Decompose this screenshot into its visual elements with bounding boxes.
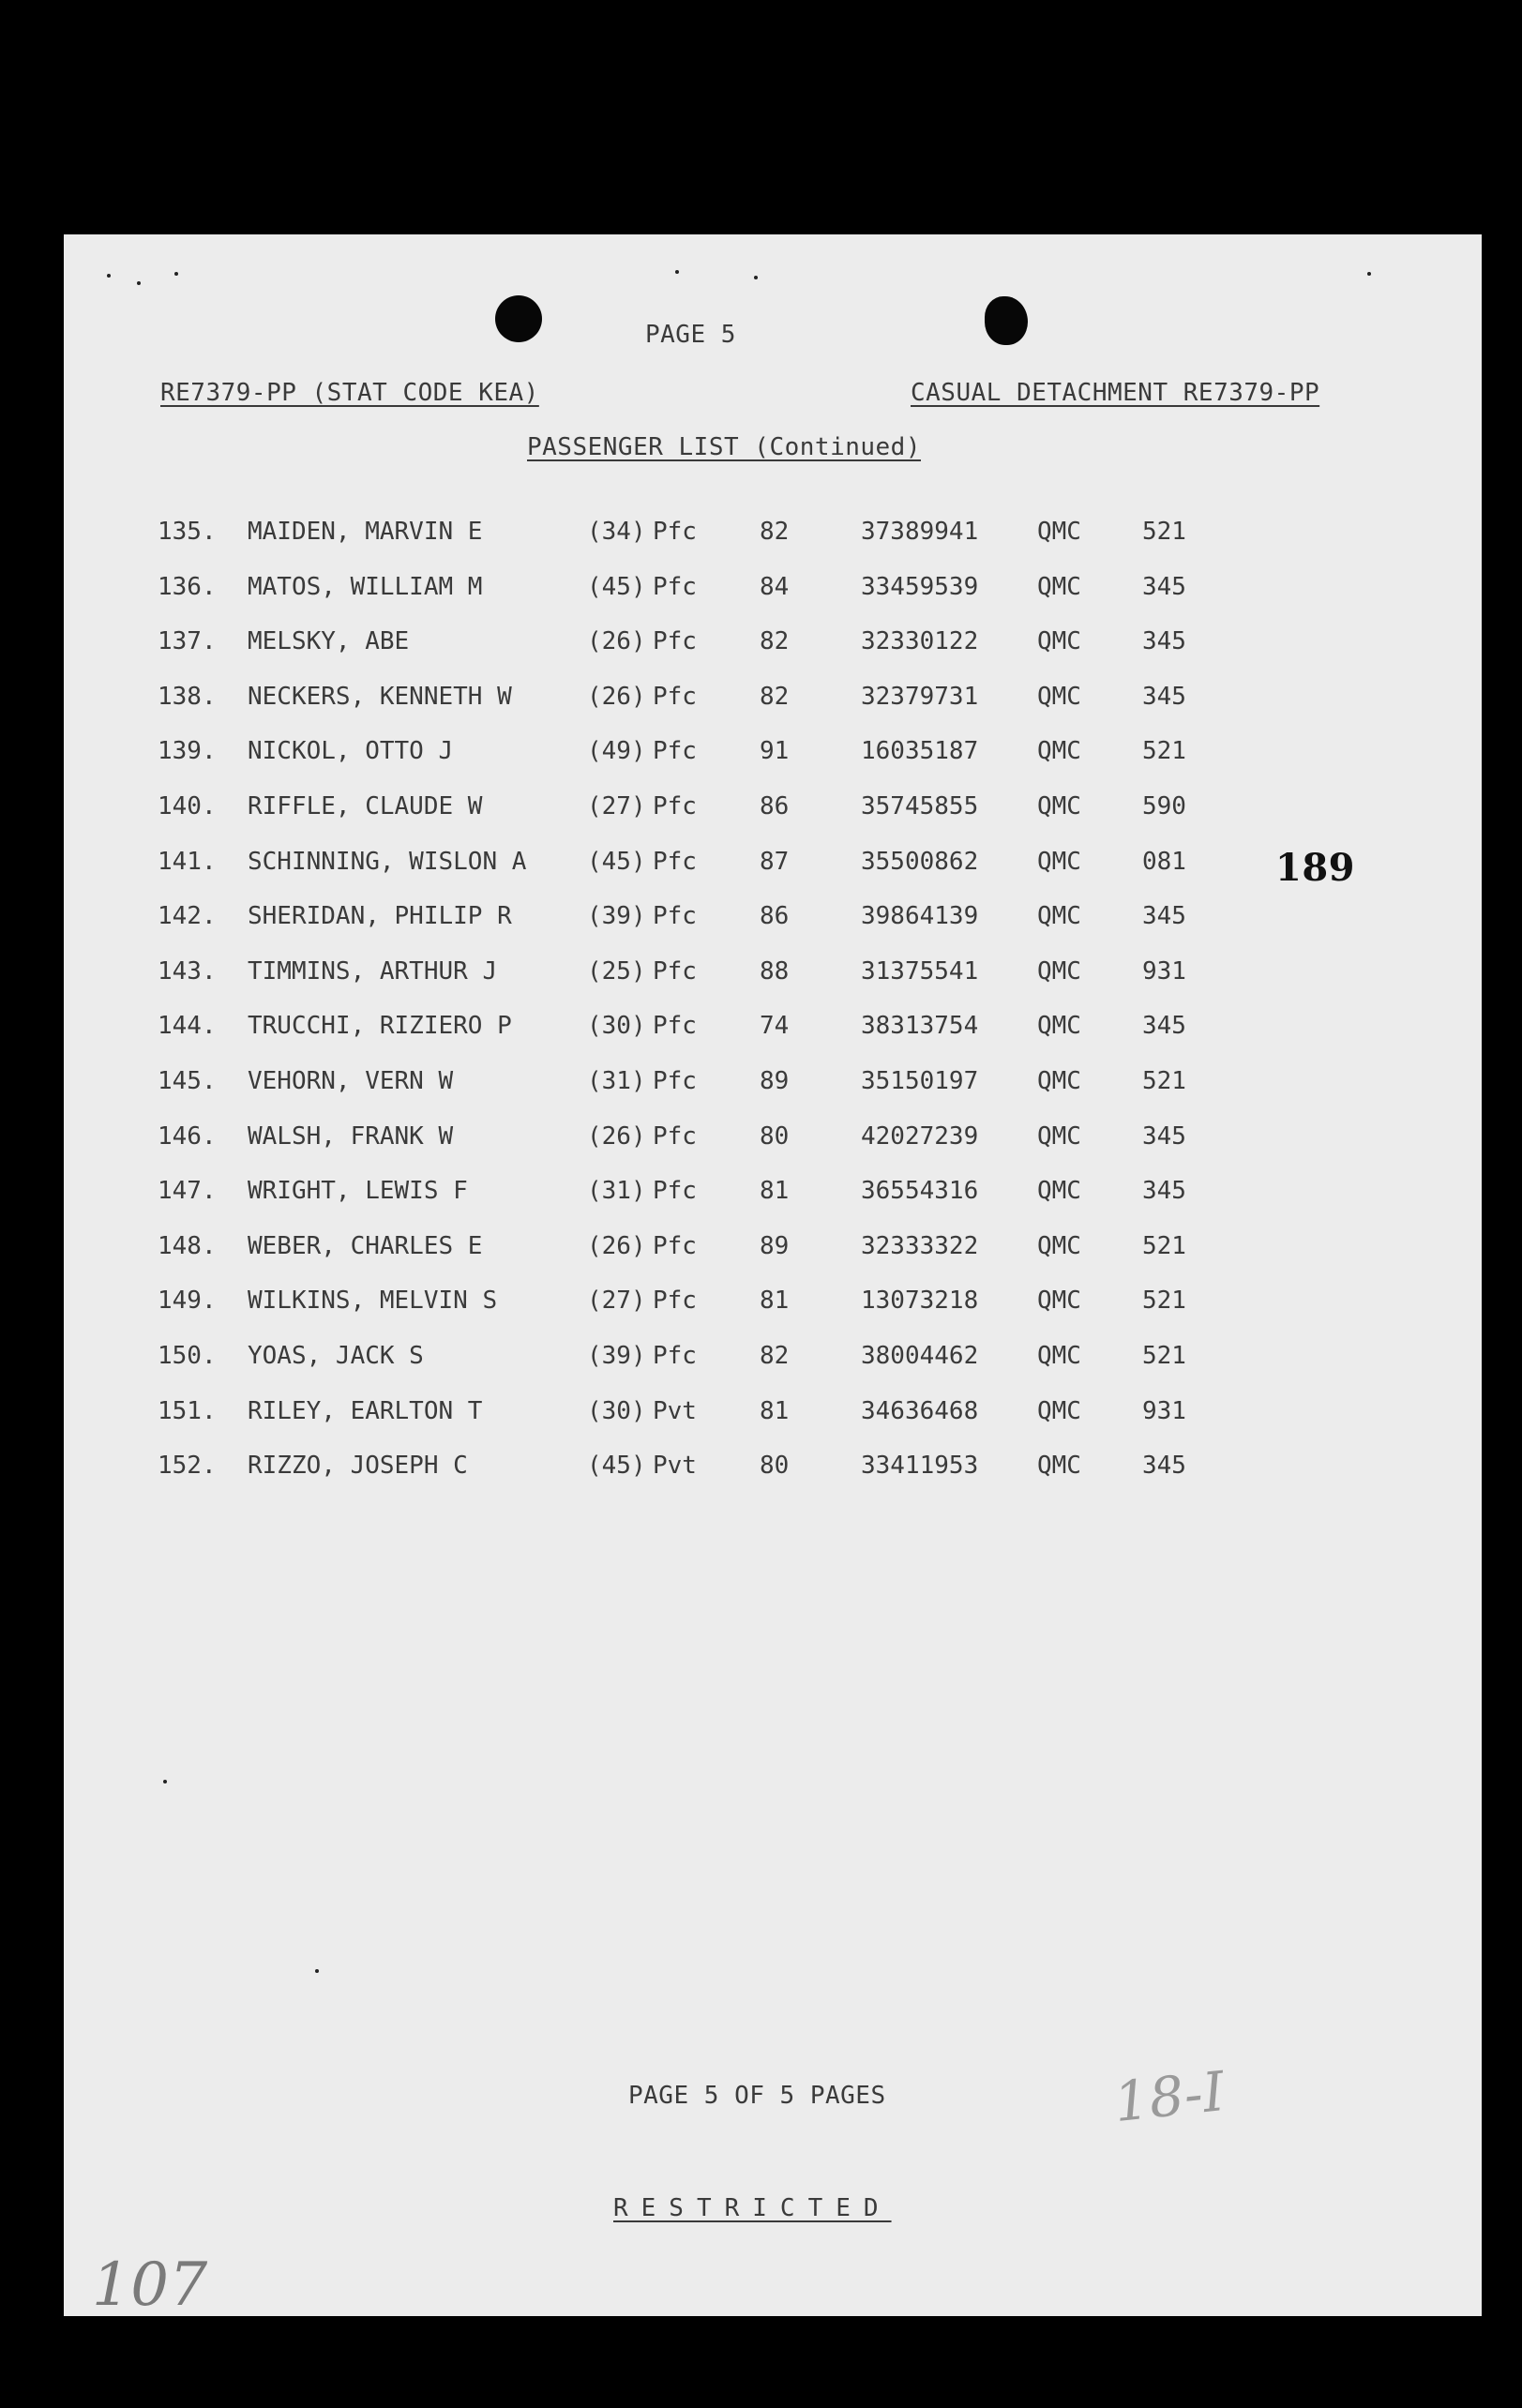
serial-number: 33411953: [861, 1452, 979, 1481]
grade: Pfc: [653, 1231, 697, 1260]
speck: [675, 270, 679, 274]
mos-code: 931: [1142, 1396, 1186, 1425]
table-row: [64, 737, 1482, 775]
age: (31): [587, 1067, 646, 1095]
branch-code: QMC: [1037, 737, 1081, 766]
table-row: [64, 848, 1482, 885]
table-row: [64, 1122, 1482, 1160]
column-value: 82: [760, 1342, 790, 1370]
passenger-name: NECKERS, KENNETH W: [248, 682, 512, 711]
grade: Pvt: [653, 1396, 697, 1425]
grade: Pfc: [653, 1342, 697, 1370]
handwritten-note: 18-I: [1110, 2059, 1228, 2134]
mos-code: 345: [1142, 1177, 1186, 1206]
list-title: PASSENGER LIST (Continued): [527, 433, 921, 461]
branch-code: QMC: [1037, 1342, 1081, 1370]
entry-number: 143.: [158, 956, 217, 986]
entry-number: 147.: [158, 1177, 217, 1206]
speck: [754, 276, 758, 279]
margin-number: 189: [1275, 846, 1355, 890]
branch-code: QMC: [1037, 518, 1081, 546]
speck: [163, 1780, 167, 1783]
entry-number: 142.: [158, 902, 217, 931]
column-value: 82: [760, 627, 790, 656]
footer-pages: PAGE 5 OF 5 PAGES: [628, 2082, 886, 2110]
age: (26): [587, 682, 646, 711]
grade: Pvt: [653, 1452, 697, 1481]
mos-code: 345: [1142, 1012, 1186, 1041]
table-row: [64, 627, 1482, 665]
column-value: 84: [760, 572, 790, 601]
column-value: 89: [760, 1067, 790, 1095]
column-value: 80: [760, 1452, 790, 1481]
serial-number: 37389941: [861, 518, 979, 546]
header-right: CASUAL DETACHMENT RE7379-PP: [911, 379, 1320, 407]
branch-code: QMC: [1037, 1287, 1081, 1316]
entry-number: 136.: [158, 572, 217, 601]
mos-code: 345: [1142, 682, 1186, 711]
passenger-name: MAIDEN, MARVIN E: [248, 518, 483, 546]
serial-number: 32333322: [861, 1231, 979, 1260]
passenger-name: RIFFLE, CLAUDE W: [248, 792, 483, 820]
table-row: [64, 1012, 1482, 1049]
age: (27): [587, 1287, 646, 1316]
column-value: 87: [760, 847, 790, 876]
table-row: [64, 1177, 1482, 1214]
column-value: 88: [760, 956, 790, 986]
branch-code: QMC: [1037, 572, 1081, 601]
passenger-name: MELSKY, ABE: [248, 627, 410, 656]
passenger-name: MATOS, WILLIAM M: [248, 572, 483, 601]
age: (30): [587, 1396, 646, 1425]
entry-number: 138.: [158, 682, 217, 711]
branch-code: QMC: [1037, 792, 1081, 820]
header-left: RE7379-PP (STAT CODE KEA): [160, 379, 539, 407]
table-row: [64, 1232, 1482, 1270]
passenger-name: RIZZO, JOSEPH C: [248, 1452, 468, 1481]
serial-number: 38313754: [861, 1012, 979, 1041]
table-row: [64, 573, 1482, 610]
grade: Pfc: [653, 627, 697, 656]
passenger-name: WEBER, CHARLES E: [248, 1231, 483, 1260]
age: (34): [587, 518, 646, 546]
serial-number: 42027239: [861, 1121, 979, 1151]
serial-number: 33459539: [861, 572, 979, 601]
entry-number: 146.: [158, 1121, 217, 1151]
serial-number: 13073218: [861, 1287, 979, 1316]
branch-code: QMC: [1037, 1452, 1081, 1481]
mos-code: 345: [1142, 902, 1186, 931]
column-value: 81: [760, 1396, 790, 1425]
serial-number: 35745855: [861, 792, 979, 820]
punch-hole-right: [985, 296, 1028, 345]
age: (31): [587, 1177, 646, 1206]
speck: [174, 272, 178, 276]
entry-number: 151.: [158, 1396, 217, 1425]
classification-marking: RESTRICTED: [613, 2194, 892, 2222]
passenger-name: YOAS, JACK S: [248, 1342, 424, 1370]
mos-code: 345: [1142, 1452, 1186, 1481]
grade: Pfc: [653, 1121, 697, 1151]
entry-number: 135.: [158, 518, 217, 546]
serial-number: 34636468: [861, 1396, 979, 1425]
branch-code: QMC: [1037, 1012, 1081, 1041]
column-value: 86: [760, 792, 790, 820]
column-value: 80: [760, 1121, 790, 1151]
mos-code: 590: [1142, 792, 1186, 820]
branch-code: QMC: [1037, 1067, 1081, 1095]
serial-number: 36554316: [861, 1177, 979, 1206]
entry-number: 150.: [158, 1342, 217, 1370]
entry-number: 139.: [158, 737, 217, 766]
serial-number: 32379731: [861, 682, 979, 711]
mos-code: 521: [1142, 1342, 1186, 1370]
entry-number: 144.: [158, 1012, 217, 1041]
age: (25): [587, 956, 646, 986]
branch-code: QMC: [1037, 1177, 1081, 1206]
branch-code: QMC: [1037, 956, 1081, 986]
table-row: [64, 957, 1482, 995]
speck: [315, 1969, 319, 1973]
page-label: PAGE 5: [645, 321, 736, 349]
passenger-name: NICKOL, OTTO J: [248, 737, 454, 766]
mos-code: 521: [1142, 518, 1186, 546]
passenger-name: WRIGHT, LEWIS F: [248, 1177, 468, 1206]
mos-code: 345: [1142, 1121, 1186, 1151]
branch-code: QMC: [1037, 682, 1081, 711]
age: (45): [587, 572, 646, 601]
age: (39): [587, 1342, 646, 1370]
passenger-name: TIMMINS, ARTHUR J: [248, 956, 498, 986]
grade: Pfc: [653, 1177, 697, 1206]
column-value: 81: [760, 1177, 790, 1206]
passenger-name: SHERIDAN, PHILIP R: [248, 902, 512, 931]
punch-hole-left: [495, 295, 542, 342]
mos-code: 521: [1142, 1231, 1186, 1260]
table-row: [64, 1067, 1482, 1105]
branch-code: QMC: [1037, 902, 1081, 931]
entry-number: 152.: [158, 1452, 217, 1481]
age: (26): [587, 1231, 646, 1260]
entry-number: 149.: [158, 1287, 217, 1316]
grade: Pfc: [653, 572, 697, 601]
table-row: [64, 518, 1482, 555]
grade: Pfc: [653, 1012, 697, 1041]
column-value: 82: [760, 518, 790, 546]
branch-code: QMC: [1037, 1396, 1081, 1425]
branch-code: QMC: [1037, 627, 1081, 656]
table-row: [64, 1342, 1482, 1379]
mos-code: 521: [1142, 1067, 1186, 1095]
grade: Pfc: [653, 1067, 697, 1095]
grade: Pfc: [653, 792, 697, 820]
column-value: 86: [760, 902, 790, 931]
age: (49): [587, 737, 646, 766]
mos-code: 081: [1142, 847, 1186, 876]
mos-code: 345: [1142, 627, 1186, 656]
column-value: 81: [760, 1287, 790, 1316]
table-row: [64, 683, 1482, 720]
entry-number: 137.: [158, 627, 217, 656]
table-row: [64, 1452, 1482, 1489]
grade: Pfc: [653, 682, 697, 711]
serial-number: 16035187: [861, 737, 979, 766]
mos-code: 521: [1142, 1287, 1186, 1316]
entry-number: 141.: [158, 847, 217, 876]
grade: Pfc: [653, 1287, 697, 1316]
mos-code: 931: [1142, 956, 1186, 986]
serial-number: 35500862: [861, 847, 979, 876]
entry-number: 140.: [158, 792, 217, 820]
passenger-name: WALSH, FRANK W: [248, 1121, 454, 1151]
grade: Pfc: [653, 737, 697, 766]
table-row: [64, 902, 1482, 940]
column-value: 89: [760, 1231, 790, 1260]
table-row: [64, 792, 1482, 830]
branch-code: QMC: [1037, 1231, 1081, 1260]
speck: [137, 281, 141, 285]
passenger-name: RILEY, EARLTON T: [248, 1396, 483, 1425]
grade: Pfc: [653, 847, 697, 876]
speck: [1367, 272, 1371, 276]
serial-number: 39864139: [861, 902, 979, 931]
branch-code: QMC: [1037, 847, 1081, 876]
mos-code: 345: [1142, 572, 1186, 601]
age: (45): [587, 1452, 646, 1481]
handwritten-number: 107: [92, 2250, 208, 2320]
age: (39): [587, 902, 646, 931]
entry-number: 145.: [158, 1067, 217, 1095]
passenger-name: VEHORN, VERN W: [248, 1067, 454, 1095]
age: (26): [587, 1121, 646, 1151]
entry-number: 148.: [158, 1231, 217, 1260]
passenger-name: WILKINS, MELVIN S: [248, 1287, 498, 1316]
age: (30): [587, 1012, 646, 1041]
serial-number: 35150197: [861, 1067, 979, 1095]
age: (27): [587, 792, 646, 820]
mos-code: 521: [1142, 737, 1186, 766]
serial-number: 31375541: [861, 956, 979, 986]
grade: Pfc: [653, 956, 697, 986]
grade: Pfc: [653, 518, 697, 546]
serial-number: 38004462: [861, 1342, 979, 1370]
age: (45): [587, 847, 646, 876]
age: (26): [587, 627, 646, 656]
column-value: 82: [760, 682, 790, 711]
branch-code: QMC: [1037, 1121, 1081, 1151]
document-page: [64, 234, 1482, 2316]
column-value: 91: [760, 737, 790, 766]
grade: Pfc: [653, 902, 697, 931]
passenger-name: SCHINNING, WISLON A: [248, 847, 527, 876]
serial-number: 32330122: [861, 627, 979, 656]
passenger-name: TRUCCHI, RIZIERO P: [248, 1012, 512, 1041]
column-value: 74: [760, 1012, 790, 1041]
table-row: [64, 1287, 1482, 1324]
speck: [107, 274, 111, 278]
table-row: [64, 1397, 1482, 1435]
